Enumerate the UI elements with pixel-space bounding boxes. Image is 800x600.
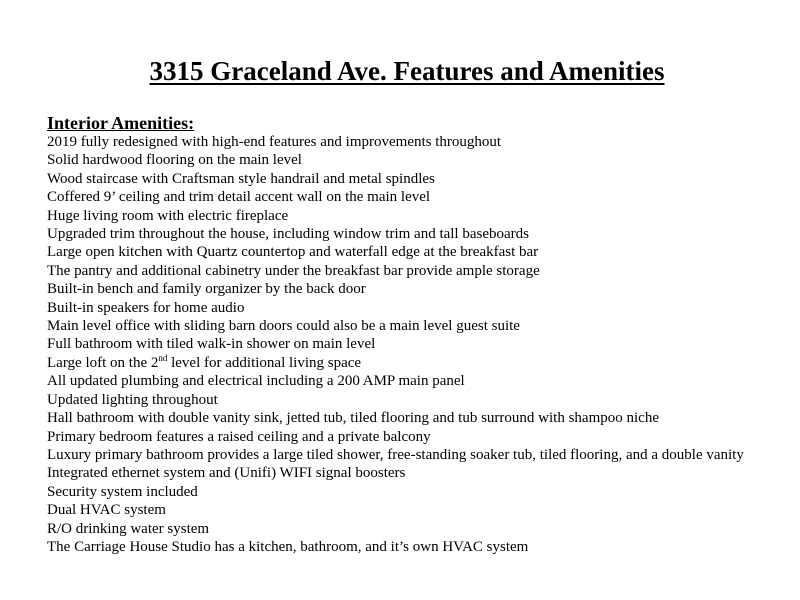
list-item: Huge living room with electric fireplace bbox=[47, 207, 289, 224]
list-item: Updated lighting throughout bbox=[47, 391, 218, 408]
list-item: Built-in bench and family organizer by the back door bbox=[47, 281, 366, 298]
list-item: Dual HVAC system bbox=[47, 502, 166, 519]
list-item-text: level for additional living space bbox=[167, 354, 362, 371]
list-item: Luxury primary bathroom provides a large tiled shower, free-standing soaker tub, tiled flooring, and a double vanity bbox=[47, 446, 744, 463]
list-item: Wood staircase with Craftsman style handrail and metal spindles bbox=[47, 170, 435, 187]
list-item: The Carriage House Studio has a kitchen, bathroom, and it’s own HVAC system bbox=[47, 538, 529, 555]
amenities-list bbox=[47, 133, 767, 556]
list-item: All updated plumbing and electrical including a 200 AMP main panel bbox=[47, 373, 465, 390]
list-item: Integrated ethernet system and (Unifi) WIFI signal boosters bbox=[47, 465, 406, 482]
list-item: Main level office with sliding barn doors could also be a main level guest suite bbox=[47, 318, 520, 335]
list-item: The pantry and additional cabinetry under the breakfast bar provide ample storage bbox=[47, 262, 540, 279]
list-item: Full bathroom with tiled walk-in shower on main level bbox=[47, 336, 376, 353]
list-item: Built-in speakers for home audio bbox=[47, 299, 245, 316]
list-item: Coffered 9’ ceiling and trim detail accent wall on the main level bbox=[47, 189, 431, 206]
list-item: Solid hardwood flooring on the main level bbox=[47, 152, 302, 169]
list-item bbox=[47, 354, 767, 372]
list-item: Security system included bbox=[47, 483, 198, 500]
ordinal-suffix: nd bbox=[158, 352, 168, 363]
list-item: 2019 fully redesigned with high-end features and improvements throughout bbox=[47, 134, 502, 150]
list-item: Primary bedroom features a raised ceiling and a private balcony bbox=[47, 428, 431, 445]
interior-amenities-heading: Interior Amenities: bbox=[47, 113, 195, 133]
document-title: 3315 Graceland Ave. Features and Amenities bbox=[149, 56, 665, 86]
list-item: Large open kitchen with Quartz countertop and waterfall edge at the breakfast bar bbox=[47, 244, 539, 261]
list-item-text: Large loft on the 2 bbox=[47, 354, 159, 371]
list-item: Hall bathroom with double vanity sink, jetted tub, tiled flooring and tub surround with shampoo niche bbox=[47, 410, 659, 427]
list-item: R/O drinking water system bbox=[47, 520, 210, 537]
list-item: Upgraded trim throughout the house, including window trim and tall baseboards bbox=[47, 226, 529, 243]
